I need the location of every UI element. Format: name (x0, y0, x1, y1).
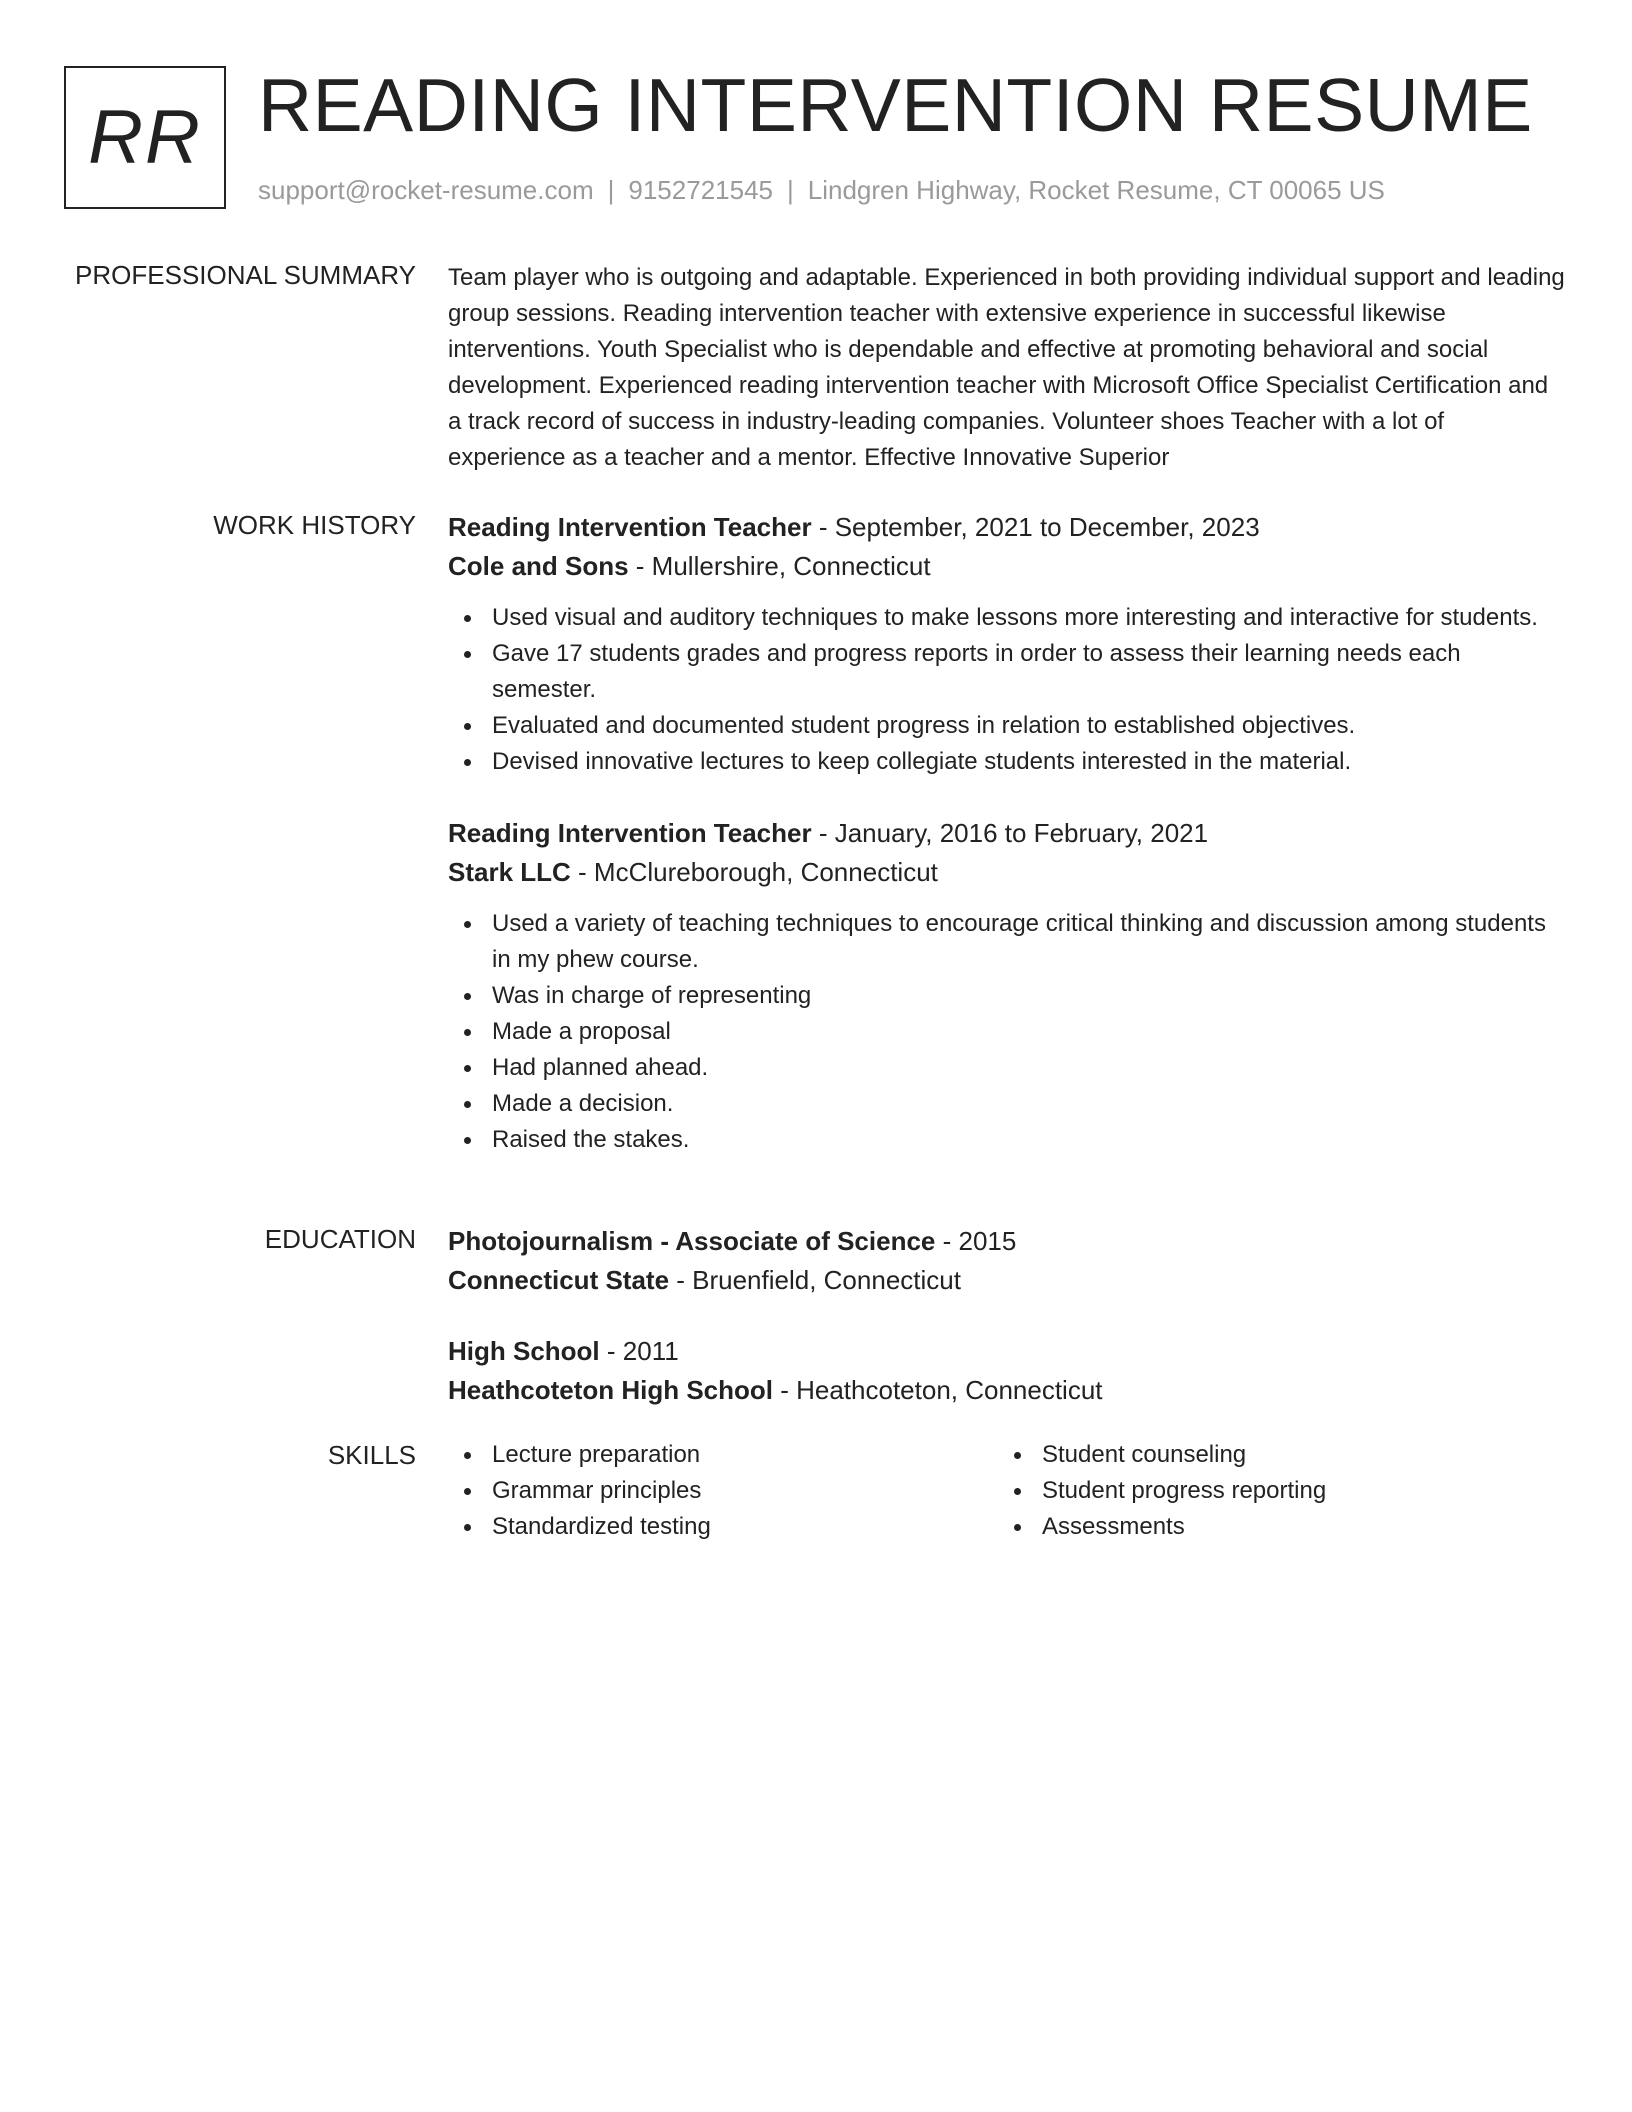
degree-name: Photojournalism - Associate of Science (448, 1226, 936, 1256)
degree-year: - 2011 (599, 1336, 679, 1366)
skill-item: Grammar principles (448, 1473, 998, 1509)
job-title-line (448, 814, 1568, 853)
job-location: - McClureborough, Connecticut (570, 857, 938, 887)
job-dates: - September, 2021 to December, 2023 (811, 512, 1260, 542)
school-name: Heathcoteton High School (448, 1375, 773, 1405)
job-location: - Mullershire, Connecticut (628, 551, 931, 581)
skills-body (448, 1437, 1568, 1545)
section-label-summary: PROFESSIONAL SUMMARY (75, 260, 416, 290)
job-company-line (448, 853, 1568, 892)
job-entry (448, 508, 1568, 780)
summary-text: Team player who is outgoing and adaptable. Experienced in both providing individual support and leading group sessions. Reading intervention teacher with extensive experience in successful likewise interventions. Youth Specialist who is dependable and effective at promoting behavioral and social development. Experienced reading intervention teacher with Microsoft Office Specialist Certification and a track record of success in industry-leading companies. Volunteer shoes Teacher with a lot of experience as a teacher and a mentor. Effective Innovative Superior (448, 264, 1565, 471)
list-item: Had planned ahead. (448, 1050, 1568, 1086)
contact-separator: | (787, 175, 794, 205)
job-company-line (448, 547, 1568, 586)
contact-line (258, 174, 1385, 208)
job-title-line (448, 508, 1568, 547)
list-item: Used a variety of teaching techniques to encourage critical thinking and discussion among students in my phew course. (448, 906, 1568, 978)
work-history-body (448, 508, 1568, 1158)
skills-column-right (998, 1437, 1548, 1545)
education-body (448, 1222, 1568, 1410)
job-company: Cole and Sons (448, 551, 629, 581)
education-entry (448, 1222, 1568, 1300)
skills-column-left (448, 1437, 998, 1545)
list-item: Devised innovative lectures to keep collegiate students interested in the material. (448, 744, 1568, 780)
job-dates: - January, 2016 to February, 2021 (811, 818, 1209, 848)
skill-item: Lecture preparation (448, 1437, 998, 1473)
list-item: Made a decision. (448, 1086, 1568, 1122)
section-label-skills: SKILLS (327, 1440, 416, 1470)
skills-grid (448, 1437, 1568, 1545)
list-item: Raised the stakes. (448, 1122, 1568, 1158)
job-entry (448, 814, 1568, 1158)
summary-body (448, 260, 1568, 476)
monogram-initials: RR (88, 95, 202, 180)
skill-item: Student progress reporting (998, 1473, 1548, 1509)
job-company: Stark LLC (448, 857, 571, 887)
school-line (448, 1261, 1568, 1300)
school-location: - Heathcoteton, Connecticut (773, 1375, 1103, 1405)
skill-item: Student counseling (998, 1437, 1548, 1473)
skill-item: Standardized testing (448, 1509, 998, 1545)
degree-line (448, 1332, 1568, 1371)
school-location: - Bruenfield, Connecticut (669, 1265, 961, 1295)
school-line (448, 1371, 1568, 1410)
job-title: Reading Intervention Teacher (448, 818, 812, 848)
section-label-education: EDUCATION (264, 1224, 416, 1254)
job-title: Reading Intervention Teacher (448, 512, 812, 542)
job-bullets (448, 906, 1568, 1158)
contact-phone: 9152721545 (628, 175, 773, 205)
degree-name: High School (448, 1336, 600, 1366)
education-entry (448, 1332, 1568, 1410)
list-item: Evaluated and documented student progress in relation to established objectives. (448, 708, 1568, 744)
contact-email: support@rocket-resume.com (258, 175, 594, 205)
list-item: Was in charge of representing (448, 978, 1568, 1014)
list-item: Used visual and auditory techniques to make lessons more interesting and interactive for students. (448, 600, 1568, 636)
contact-separator: | (607, 175, 615, 205)
section-label-work: WORK HISTORY (213, 510, 416, 540)
resume-header (64, 63, 1564, 211)
monogram-box (64, 66, 226, 209)
skill-item: Assessments (998, 1509, 1548, 1545)
list-item: Made a proposal (448, 1014, 1568, 1050)
list-item: Gave 17 students grades and progress reports in order to assess their learning needs each semester. (448, 636, 1568, 708)
job-bullets (448, 600, 1568, 780)
school-name: Connecticut State (448, 1265, 670, 1295)
degree-year: - 2015 (935, 1226, 1017, 1256)
resume-title: READING INTERVENTION RESUME (258, 63, 1533, 147)
degree-line (448, 1222, 1568, 1261)
contact-address: Lindgren Highway, Rocket Resume, CT 00065 US (807, 175, 1385, 205)
